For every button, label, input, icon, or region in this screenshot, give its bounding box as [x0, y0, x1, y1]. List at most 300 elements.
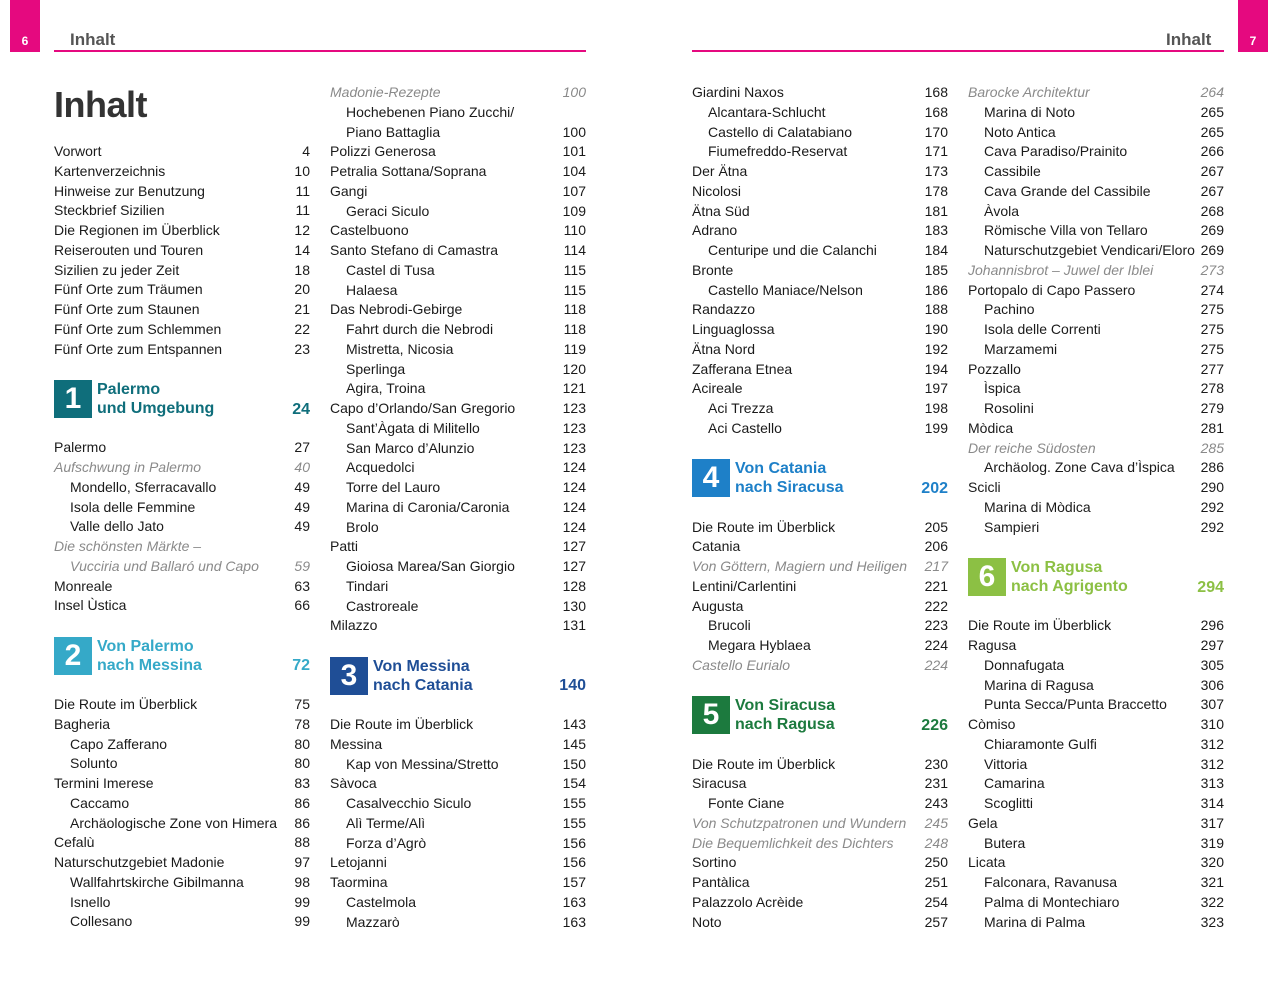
toc-entry[interactable] [692, 853, 948, 873]
toc-entry-page: 171 [924, 143, 948, 160]
toc-entry[interactable] [968, 616, 1224, 636]
toc-entry-page: 275 [1200, 340, 1224, 357]
page-title: Inhalt [54, 84, 147, 125]
toc-entry[interactable] [330, 518, 586, 538]
toc-entry-label: Marina di Palma [984, 913, 1086, 930]
toc-entry[interactable] [968, 695, 1224, 715]
toc-entry[interactable] [692, 794, 948, 814]
toc-entry[interactable] [968, 261, 1224, 281]
toc-entry-label: Fahrt durch die Nebrodi [346, 321, 494, 337]
toc-entry-label: Petralia Sottana/Soprana [330, 163, 487, 179]
toc-entry-page: 192 [924, 340, 948, 357]
toc-entry-page: 205 [924, 518, 948, 535]
toc-entry-label: Castelmola [346, 893, 417, 910]
toc-entry-label: Portopalo di Capo Passero [968, 281, 1136, 298]
toc-entry[interactable] [692, 123, 948, 143]
toc-entry-page: 78 [294, 715, 310, 732]
toc-entry-label: Barocke Architektur [968, 84, 1090, 100]
toc-entry-page: 250 [924, 854, 948, 871]
toc-entry-label: Camarina [984, 775, 1045, 792]
toc-entry[interactable] [968, 814, 1224, 834]
toc-entry[interactable] [968, 221, 1224, 241]
toc-entry[interactable] [692, 221, 948, 241]
toc-entry[interactable] [330, 300, 586, 320]
toc-entry[interactable] [968, 281, 1224, 301]
toc-entry[interactable] [968, 715, 1224, 735]
toc-entry-label: Palma di Montechiaro [984, 893, 1120, 910]
chapter-heading-1[interactable] [54, 379, 310, 419]
toc-entry[interactable] [54, 537, 310, 557]
toc-entry[interactable] [330, 458, 586, 478]
toc-list-ch4 [692, 518, 948, 676]
toc-entry-page: 310 [1200, 716, 1224, 732]
toc-entry[interactable] [330, 320, 586, 340]
toc-list-col4 [968, 83, 1224, 537]
toc-entry-label: Siracusa [692, 775, 747, 792]
toc-entry[interactable] [692, 320, 948, 340]
chapter-heading-6[interactable] [968, 557, 1224, 597]
toc-entry[interactable] [54, 596, 310, 616]
toc-entry[interactable] [330, 498, 586, 518]
toc-entry[interactable] [54, 320, 310, 340]
toc-entry-page: 168 [924, 84, 948, 100]
toc-entry-label: Randazzo [692, 301, 756, 318]
toc-entry-label: Das Nebrodi-Gebirge [330, 301, 463, 318]
toc-entry-page: 307 [1200, 696, 1224, 713]
toc-entry[interactable] [54, 498, 310, 518]
toc-entry[interactable] [54, 735, 310, 755]
toc-entry[interactable] [330, 755, 586, 775]
toc-entry-page: 23 [294, 340, 310, 357]
toc-entry[interactable] [692, 83, 948, 103]
toc-entry-page: 251 [924, 874, 948, 890]
toc-entry-label: Archäolog. Zone Cava d’Ìspica [984, 459, 1175, 476]
toc-entry[interactable] [330, 893, 586, 913]
toc-entry-label: Mondello, Sferracavallo [70, 478, 217, 495]
toc-entry[interactable] [54, 438, 310, 458]
toc-entry[interactable] [692, 241, 948, 261]
running-head-right: Inhalt [1166, 30, 1212, 49]
toc-entry[interactable] [330, 537, 586, 557]
toc-entry-label: Insel Ùstica [54, 597, 127, 614]
toc-entry[interactable] [54, 221, 310, 241]
toc-entry[interactable] [692, 537, 948, 557]
toc-entry[interactable] [692, 577, 948, 597]
toc-entry[interactable] [692, 913, 948, 933]
toc-entry-label: Fünf Orte zum Träumen [54, 281, 203, 298]
toc-entry-label: Castello di Calatabiano [708, 123, 852, 140]
toc-entry-page: 312 [1200, 735, 1224, 752]
toc-entry-page: 248 [924, 834, 948, 851]
toc-entry-page: 4 [302, 143, 310, 159]
chapter-title-line-1: Von Palermo [97, 637, 194, 655]
toc-entry-page: 75 [294, 696, 310, 712]
toc-entry-page: 254 [924, 893, 948, 910]
toc-entry-label: Capo Zafferano [70, 735, 168, 752]
chapter-page: 226 [921, 716, 948, 734]
toc-entry[interactable] [968, 182, 1224, 202]
chapter-heading-5[interactable] [692, 695, 948, 735]
toc-entry[interactable] [968, 241, 1224, 261]
chapter-page: 24 [292, 400, 310, 418]
toc-entry[interactable] [330, 478, 586, 498]
toc-entry[interactable] [330, 281, 586, 301]
toc-entry-label: Palermo [54, 439, 107, 456]
toc-entry-page: 281 [1200, 419, 1224, 436]
toc-entry[interactable] [330, 83, 586, 103]
toc-entry[interactable] [968, 913, 1224, 933]
toc-entry[interactable] [330, 419, 586, 439]
toc-entry[interactable] [330, 379, 586, 399]
toc-entry[interactable] [330, 340, 586, 360]
toc-entry[interactable] [330, 577, 586, 597]
toc-entry[interactable] [968, 893, 1224, 913]
toc-entry-label: Alì Terme/Alì [346, 814, 426, 831]
toc-entry-page: 156 [562, 834, 586, 851]
toc-entry-label: Sant’Àgata di Militello [346, 419, 480, 436]
toc-entry[interactable] [54, 873, 310, 893]
toc-entry[interactable] [54, 261, 310, 281]
toc-entry[interactable] [968, 478, 1224, 498]
toc-entry-page: 66 [294, 597, 310, 614]
toc-entry[interactable] [330, 735, 586, 755]
toc-entry[interactable] [692, 774, 948, 794]
toc-entry-page: 317 [1200, 814, 1224, 831]
toc-entry[interactable] [330, 616, 586, 636]
toc-entry-page: 170 [924, 123, 948, 140]
toc-entry[interactable] [692, 597, 948, 617]
toc-entry[interactable] [54, 853, 310, 873]
toc-entry-label: Polizzi Generosa [330, 143, 436, 160]
toc-list-ch3 [330, 715, 586, 932]
toc-entry[interactable] [330, 853, 586, 873]
toc-entry-page: 80 [294, 755, 310, 772]
toc-entry[interactable] [54, 715, 310, 735]
toc-entry[interactable] [54, 142, 310, 162]
toc-entry-page: 150 [562, 755, 586, 772]
toc-entry-page: 99 [294, 893, 310, 910]
toc-entry[interactable] [54, 754, 310, 774]
toc-entry[interactable] [968, 755, 1224, 775]
toc-entry[interactable] [968, 123, 1224, 143]
toc-entry[interactable] [968, 142, 1224, 162]
toc-entry[interactable] [968, 379, 1224, 399]
toc-entry[interactable] [330, 221, 586, 241]
toc-entry-label: Sàvoca [330, 775, 377, 792]
toc-entry-page: 115 [563, 281, 586, 298]
toc-entry[interactable] [968, 162, 1224, 182]
toc-entry-label: Die Route im Überblick [692, 755, 836, 772]
toc-entry-page: 163 [562, 893, 586, 910]
page-number-left: 6 [10, 0, 40, 52]
toc-entry-label: Die Route im Überblick [692, 518, 836, 535]
toc-entry[interactable] [692, 814, 948, 834]
toc-list-col2 [330, 83, 586, 636]
toc-entry[interactable] [330, 162, 586, 182]
toc-entry[interactable] [330, 834, 586, 854]
chapter-heading-4[interactable] [692, 458, 948, 498]
toc-entry-page: 173 [924, 163, 948, 179]
toc-entry-page: 18 [294, 261, 310, 278]
toc-entry-label: Kap von Messina/Stretto [346, 755, 499, 772]
toc-entry-label: Giardini Naxos [692, 84, 784, 100]
toc-entry[interactable] [54, 695, 310, 715]
toc-entry[interactable] [692, 281, 948, 301]
toc-entry-page: 40 [294, 459, 310, 475]
toc-entry-label: Ätna Süd [692, 202, 750, 219]
toc-entry-label: Mòdica [968, 419, 1014, 436]
toc-entry[interactable] [330, 913, 586, 933]
toc-entry-label: Fünf Orte zum Entspannen [54, 340, 223, 357]
toc-entry[interactable] [968, 498, 1224, 518]
toc-entry-page: 231 [924, 775, 948, 792]
chapter-title-line-2: und Umgebung [97, 399, 215, 417]
toc-entry-label: Alcantara-Schlucht [708, 103, 826, 120]
toc-entry[interactable] [330, 360, 586, 380]
toc-entry[interactable] [330, 774, 586, 794]
toc-entry-page: 224 [924, 637, 948, 653]
toc-entry[interactable] [692, 399, 948, 419]
toc-entry-page: 119 [563, 340, 586, 357]
toc-entry-page: 183 [924, 222, 948, 239]
toc-entry-page: 285 [1200, 439, 1224, 456]
toc-entry[interactable] [692, 379, 948, 399]
toc-entry[interactable] [968, 83, 1224, 103]
toc-entry[interactable] [54, 478, 310, 498]
toc-entry[interactable] [330, 142, 586, 162]
toc-entry[interactable] [692, 340, 948, 360]
toc-entry[interactable] [54, 912, 310, 932]
toc-entry-page: 163 [562, 913, 586, 930]
toc-entry-label: Forza d’Agrò [346, 834, 427, 851]
toc-entry[interactable] [330, 261, 586, 281]
toc-entry[interactable] [968, 202, 1224, 222]
toc-entry-label: Johannisbrot – Juwel der Iblei [968, 261, 1154, 278]
toc-entry[interactable] [330, 123, 586, 143]
toc-entry[interactable] [692, 873, 948, 893]
toc-entry[interactable] [968, 419, 1224, 439]
toc-entry[interactable] [54, 557, 310, 577]
toc-entry[interactable] [968, 676, 1224, 696]
toc-entry[interactable] [692, 162, 948, 182]
toc-list-ch1 [54, 438, 310, 616]
toc-entry[interactable] [54, 893, 310, 913]
toc-entry[interactable] [968, 656, 1224, 676]
toc-entry[interactable] [330, 814, 586, 834]
toc-entry-label: Fünf Orte zum Schlemmen [54, 320, 222, 337]
toc-entry[interactable] [54, 814, 310, 834]
toc-entry-page: 266 [1200, 143, 1224, 160]
toc-entry-page: 114 [563, 242, 586, 258]
toc-entry-label: Brucoli [708, 617, 751, 634]
toc-entry[interactable] [968, 300, 1224, 320]
toc-entry[interactable] [330, 182, 586, 202]
toc-entry-label: Palazzolo Acrèide [692, 893, 804, 910]
toc-entry-page: 194 [924, 360, 948, 377]
toc-entry-page: 49 [294, 478, 310, 495]
chapter-title-line-1: Von Siracusa [735, 697, 836, 714]
toc-entry[interactable] [968, 320, 1224, 340]
toc-entry-page: 305 [1200, 656, 1224, 673]
toc-entry-label: Vucciria und Ballaró und Capo [70, 557, 259, 574]
toc-entry-page: 131 [562, 617, 586, 634]
toc-entry[interactable] [968, 458, 1224, 478]
toc-entry-page: 63 [294, 577, 310, 594]
toc-entry[interactable] [330, 597, 586, 617]
toc-entry-label: Isola delle Femmine [70, 498, 196, 515]
toc-entry-label: Tindari [346, 577, 389, 594]
toc-entry[interactable] [54, 280, 310, 300]
toc-entry-page: 273 [1200, 261, 1224, 278]
toc-entry-label: Marina di Noto [984, 103, 1076, 120]
chapter-heading-2[interactable] [54, 636, 310, 676]
toc-entry-label: Castelbuono [330, 222, 409, 239]
toc-entry-page: 198 [924, 400, 948, 416]
toc-entry-page: 49 [294, 518, 310, 535]
toc-entry-label: Fiumefreddo-Reservat [708, 143, 848, 160]
toc-entry-label: Die schönsten Märkte – [54, 538, 202, 554]
toc-entry-page: 265 [1200, 123, 1224, 140]
chapter-title-line-2: nach Ragusa [735, 716, 835, 733]
toc-entry[interactable] [330, 715, 586, 735]
toc-entry-label: Megara Hyblaea [708, 637, 811, 653]
toc-entry-label: Messina [330, 735, 383, 752]
toc-entry-label: Santo Stefano di Camastra [330, 242, 499, 258]
toc-entry-label: Acquedolci [346, 459, 415, 476]
toc-entry[interactable] [968, 399, 1224, 419]
chapter-title-line-1: Von Messina [373, 657, 470, 675]
toc-entry[interactable] [692, 419, 948, 439]
toc-entry[interactable] [968, 873, 1224, 893]
toc-entry[interactable] [54, 833, 310, 853]
toc-entry-label: Isnello [70, 893, 111, 910]
toc-entry[interactable] [692, 557, 948, 577]
toc-entry[interactable] [968, 340, 1224, 360]
toc-entry[interactable] [330, 202, 586, 222]
toc-entry[interactable] [692, 300, 948, 320]
toc-entry[interactable] [54, 794, 310, 814]
toc-entry[interactable] [968, 794, 1224, 814]
toc-entry-label: Sortino [692, 854, 737, 871]
toc-entry[interactable] [330, 557, 586, 577]
toc-entry[interactable] [54, 182, 310, 202]
chapter-number-box: 6 [968, 558, 1006, 596]
toc-entry[interactable] [692, 103, 948, 123]
toc-entry-page: 59 [294, 557, 310, 574]
toc-entry[interactable] [968, 636, 1224, 656]
chapter-number-box: 1 [54, 380, 92, 418]
toc-entry[interactable] [54, 577, 310, 597]
toc-entry-label: Gela [968, 814, 998, 831]
toc-entry[interactable] [330, 399, 586, 419]
toc-entry-label: Aci Trezza [708, 400, 774, 416]
toc-entry-page: 128 [562, 577, 586, 594]
header-rule-left [54, 50, 586, 52]
toc-entry-page: 118 [563, 321, 586, 337]
toc-entry[interactable] [330, 103, 586, 123]
toc-entry[interactable] [692, 755, 948, 775]
toc-entry-page: 221 [924, 577, 948, 594]
toc-entry-page: 269 [1200, 222, 1224, 239]
toc-entry-page: 217 [924, 558, 948, 574]
toc-entry[interactable] [54, 300, 310, 320]
toc-entry[interactable] [692, 636, 948, 656]
toc-entry[interactable] [692, 893, 948, 913]
toc-entry[interactable] [968, 103, 1224, 123]
toc-entry[interactable] [692, 360, 948, 380]
toc-entry-label: Vorwort [54, 143, 102, 159]
toc-entry[interactable] [54, 774, 310, 794]
toc-entry-label: Naturschutzgebiet Vendicari/Eloro [984, 242, 1195, 258]
toc-entry-label: Sampieri [984, 518, 1040, 535]
toc-entry[interactable] [692, 202, 948, 222]
toc-entry[interactable] [968, 834, 1224, 854]
toc-entry[interactable] [968, 360, 1224, 380]
toc-entry-label: Halaesa [346, 281, 398, 298]
toc-entry[interactable] [330, 439, 586, 459]
chapter-heading-3[interactable] [330, 656, 586, 696]
toc-entry[interactable] [54, 458, 310, 478]
toc-entry[interactable] [968, 439, 1224, 459]
toc-entry[interactable] [54, 340, 310, 360]
toc-entry-page: 110 [563, 222, 586, 239]
toc-entry[interactable] [54, 517, 310, 537]
toc-entry[interactable] [330, 794, 586, 814]
chapter-title-line-2: nach Messina [97, 656, 202, 674]
toc-entry-label: Der reiche Südosten [968, 439, 1096, 456]
toc-entry[interactable] [330, 873, 586, 893]
toc-entry-page: 292 [1200, 518, 1224, 535]
toc-entry-page: 199 [924, 419, 948, 436]
toc-entry[interactable] [692, 182, 948, 202]
toc-entry-label: Von Göttern, Magiern und Heiligen [692, 558, 908, 574]
toc-entry[interactable] [692, 616, 948, 636]
toc-entry[interactable] [692, 656, 948, 676]
toc-entry-label: Zafferana Etnea [692, 360, 793, 377]
toc-entry-label: Àvola [984, 202, 1020, 219]
toc-entry-page: 190 [924, 321, 948, 337]
chapter-page: 294 [1197, 578, 1224, 596]
toc-entry[interactable] [54, 201, 310, 221]
toc-entry-page: 188 [924, 301, 948, 318]
toc-entry[interactable] [692, 142, 948, 162]
toc-entry[interactable] [692, 834, 948, 854]
toc-entry[interactable] [968, 735, 1224, 755]
toc-entry-page: 120 [562, 360, 586, 377]
chapter-number-box: 3 [330, 657, 368, 695]
toc-list-ch6 [968, 616, 1224, 932]
toc-entry-page: 313 [1200, 775, 1224, 792]
toc-entry-label: Marzamemi [984, 340, 1058, 357]
toc-entry-label: Cava Grande del Cassibile [984, 182, 1151, 199]
toc-entry-page: 20 [294, 281, 310, 298]
toc-entry[interactable] [692, 518, 948, 538]
toc-entry-page: 80 [294, 735, 310, 752]
toc-entry[interactable] [968, 518, 1224, 538]
toc-entry-page: 279 [1200, 400, 1224, 416]
toc-entry-label: Castello Maniace/Nelson [708, 281, 863, 298]
toc-entry-page: 222 [924, 597, 948, 614]
toc-entry-label: Naturschutzgebiet Madonie [54, 854, 225, 870]
toc-entry-page: 277 [1200, 360, 1224, 377]
toc-entry[interactable] [968, 853, 1224, 873]
toc-entry[interactable] [330, 241, 586, 261]
toc-entry[interactable] [968, 774, 1224, 794]
toc-entry[interactable] [54, 162, 310, 182]
toc-entry-page: 109 [562, 202, 586, 219]
toc-entry[interactable] [54, 241, 310, 261]
toc-entry[interactable] [692, 261, 948, 281]
